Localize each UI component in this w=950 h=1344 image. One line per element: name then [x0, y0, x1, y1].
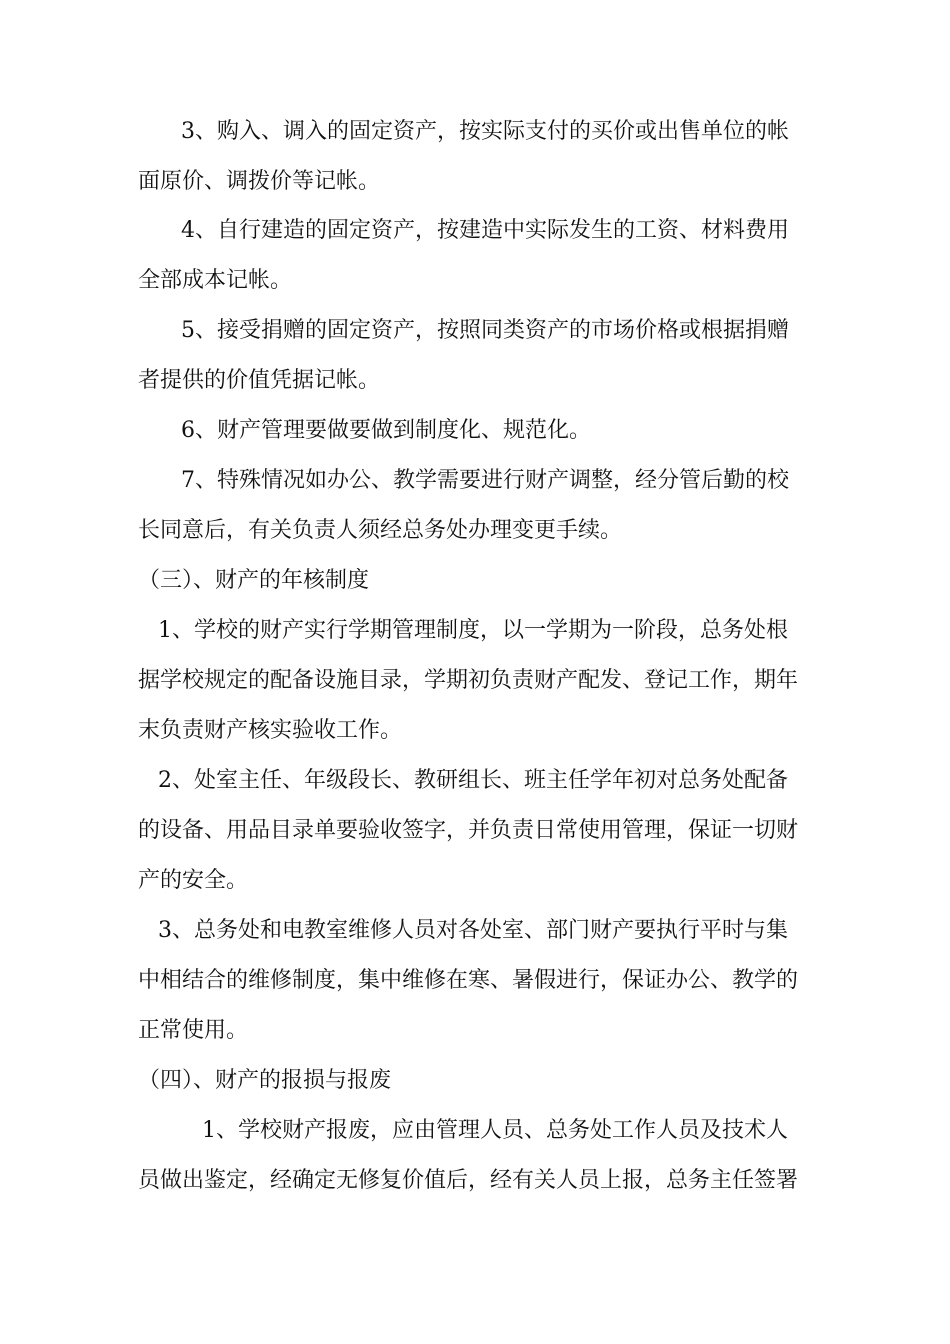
- text-line: 5、接受捐赠的固定资产，按照同类资产的市场价格或根据捐赠: [181, 318, 789, 343]
- text-line: 产的安全。: [138, 868, 249, 893]
- text-line: 3、总务处和电教室维修人员对各处室、部门财产要执行平时与集: [158, 918, 788, 943]
- text-line: 1、学校财产报废，应由管理人员、总务处工作人员及技术人: [202, 1118, 788, 1143]
- text-line: 2、处室主任、年级段长、教研组长、班主任学年初对总务处配备: [158, 768, 788, 793]
- text-line: 长同意后，有关负责人须经总务处办理变更手续。: [138, 518, 623, 543]
- text-line: 1、学校的财产实行学期管理制度，以一学期为一阶段，总务处根: [158, 618, 788, 643]
- text-line: 3、购入、调入的固定资产，按实际支付的买价或出售单位的帐: [181, 119, 789, 144]
- text-line: 正常使用。: [138, 1018, 249, 1043]
- text-line: 据学校规定的配备设施目录，学期初负责财产配发、登记工作，期年: [138, 668, 799, 693]
- text-line: 中相结合的维修制度，集中维修在寒、暑假进行，保证办公、教学的: [138, 968, 799, 993]
- section-heading: （四）、财产的报损与报废: [138, 1068, 392, 1093]
- text-line: 者提供的价值凭据记帐。: [138, 368, 381, 393]
- text-line: 6、财产管理要做要做到制度化、规范化。: [181, 418, 591, 443]
- text-line: 面原价、调拨价等记帐。: [138, 169, 381, 194]
- text-line: 的设备、用品目录单要验收签字，并负责日常使用管理，保证一切财: [138, 818, 799, 843]
- section-heading: （三）、财产的年核制度: [138, 568, 370, 593]
- text-line: 4、自行建造的固定资产，按建造中实际发生的工资、材料费用: [181, 218, 789, 243]
- text-line: 末负责财产核实验收工作。: [138, 718, 403, 743]
- text-line: 7、特殊情况如办公、教学需要进行财产调整，经分管后勤的校: [181, 468, 789, 493]
- text-line: 全部成本记帐。: [138, 268, 293, 293]
- text-line: 员做出鉴定，经确定无修复价值后，经有关人员上报，总务主任签署: [138, 1168, 799, 1193]
